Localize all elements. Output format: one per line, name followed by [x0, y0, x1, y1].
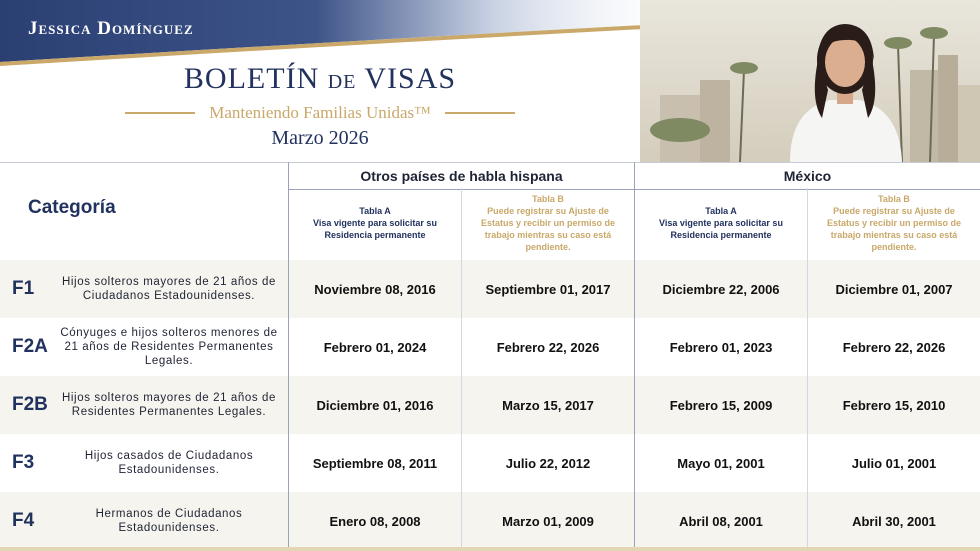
date-cell: Abril 30, 2001 — [852, 513, 936, 529]
category-code: F4 — [12, 510, 35, 531]
subheader-title: Tabla A — [705, 206, 737, 216]
date-cell: Febrero 01, 2024 — [323, 339, 427, 355]
table-header — [0, 162, 980, 261]
subtitle-row — [100, 103, 540, 123]
title-part1: BOLETÍN — [183, 62, 320, 95]
date-cell: Julio 22, 2012 — [505, 455, 591, 471]
date-cell: Septiembre 01, 2017 — [485, 281, 611, 297]
date-cell: Abril 08, 2001 — [679, 513, 763, 529]
date-cell: Enero 08, 2008 — [329, 513, 421, 529]
date-cell: Febrero 01, 2023 — [669, 339, 773, 355]
category-code: F2B — [12, 394, 48, 415]
date-cell: Marzo 15, 2017 — [502, 397, 594, 413]
category-code: F2A — [12, 336, 48, 357]
category-header: Categoría — [28, 197, 116, 218]
table-row — [0, 376, 980, 434]
subheader-mexico-tabla-a — [635, 205, 807, 241]
table-row — [0, 434, 980, 492]
date-cell: Noviembre 08, 2016 — [314, 281, 436, 297]
subheader-otros-tabla-a — [289, 205, 461, 241]
group-header-mexico: México — [635, 163, 980, 190]
date-cell: Febrero 15, 2009 — [669, 397, 773, 413]
category-description: Hijos casados de Ciudadanos Estadounidenses. — [84, 450, 254, 476]
category-code: F1 — [12, 278, 35, 299]
date-cell: Julio 01, 2001 — [851, 455, 937, 471]
title-part3: VISAS — [364, 62, 457, 95]
subheader-mexico-tabla-b — [808, 193, 980, 253]
header — [0, 0, 980, 162]
date-cell: Marzo 01, 2009 — [502, 513, 594, 529]
bulletin-title — [100, 60, 540, 101]
subheader-title: Tabla B — [878, 194, 910, 204]
column-divider — [461, 188, 462, 550]
column-divider — [634, 162, 635, 550]
subheader-text: Puede registrar su Ajuste de Estatus y recibir un permiso de trabajo mientras su caso está pendiente. — [480, 206, 616, 252]
table-row — [0, 260, 980, 318]
date-cell: Diciembre 01, 2007 — [835, 281, 953, 297]
visa-table — [0, 162, 980, 551]
title-part2: DE — [327, 71, 357, 93]
category-description: Hermanos de Ciudadanos Estadounidenses. — [95, 508, 243, 534]
group-header-otros: Otros países de habla hispana — [289, 163, 634, 190]
subtitle: Manteniendo Familias Unidas™ — [209, 103, 431, 122]
date-cell: Septiembre 08, 2011 — [312, 455, 438, 471]
divider-right — [445, 112, 515, 114]
date-cell: Febrero 22, 2026 — [842, 339, 946, 355]
date-cell: Diciembre 22, 2006 — [662, 281, 780, 297]
divider-left — [125, 112, 195, 114]
brand-name: Jessica Domínguez — [28, 18, 194, 39]
category-description: Hijos solteros mayores de 21 años de Residentes Permanentes Legales. — [61, 392, 276, 418]
portrait-photo — [640, 0, 980, 162]
bottom-rule — [0, 547, 980, 551]
bulletin-date: Marzo 2026 — [271, 127, 369, 149]
table-row — [0, 318, 980, 376]
title-block — [100, 60, 540, 150]
column-divider — [288, 162, 289, 550]
subheader-otros-tabla-b — [462, 193, 634, 253]
subheader-title: Tabla B — [532, 194, 564, 204]
category-description: Cónyuges e hijos solteros menores de 21 años de Residentes Permanentes Legales. — [60, 327, 278, 367]
subheader-text: Visa vigente para solicitar su Residencia permanente — [659, 218, 783, 240]
column-divider — [807, 188, 808, 550]
subheader-title: Tabla A — [359, 206, 391, 216]
table-row — [0, 492, 980, 550]
date-cell: Diciembre 01, 2016 — [316, 397, 434, 413]
date-cell: Febrero 15, 2010 — [842, 397, 946, 413]
date-cell: Mayo 01, 2001 — [677, 455, 765, 471]
category-code: F3 — [12, 452, 35, 473]
category-description: Hijos solteros mayores de 21 años de Ciudadanos Estadounidenses. — [61, 276, 276, 302]
date-cell: Febrero 22, 2026 — [496, 339, 600, 355]
subheader-text: Puede registrar su Ajuste de Estatus y recibir un permiso de trabajo mientras su caso está pendiente. — [826, 206, 962, 252]
subheader-text: Visa vigente para solicitar su Residencia permanente — [313, 218, 437, 240]
